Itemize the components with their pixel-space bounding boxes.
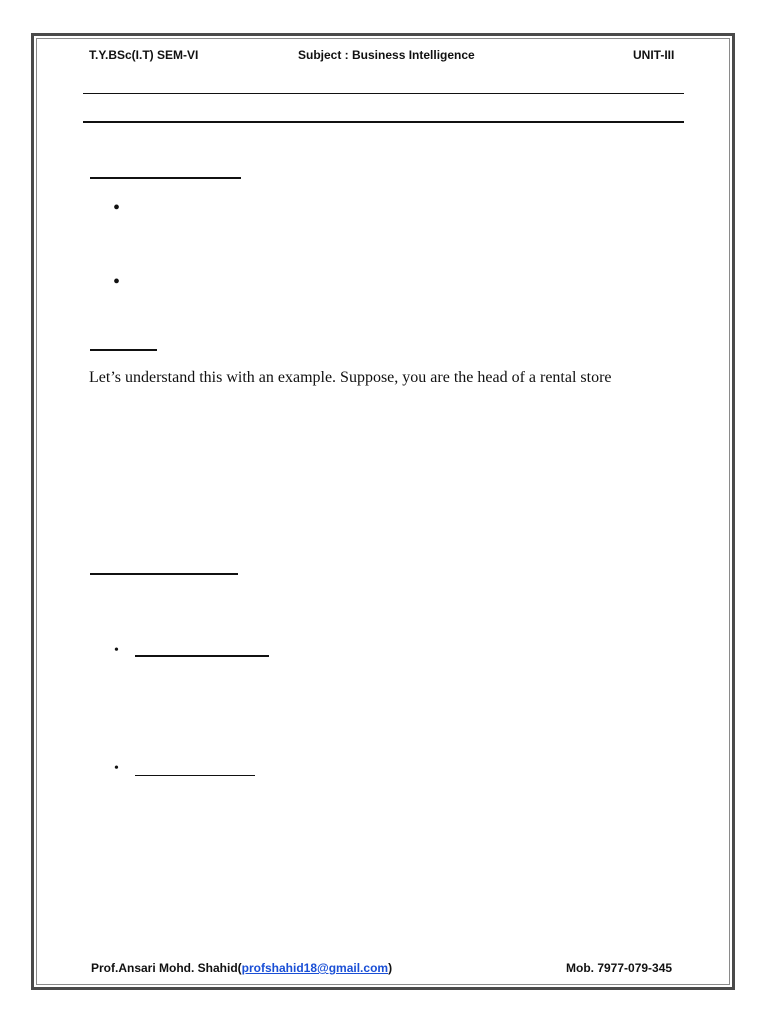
heading-underline-2 bbox=[90, 349, 157, 351]
bullet-1: • bbox=[113, 197, 121, 219]
footer-author-suffix: ) bbox=[388, 961, 393, 975]
header-rule-thin bbox=[83, 93, 684, 94]
footer-author-prefix: Prof.Ansari Mohd. Shahid( bbox=[91, 961, 242, 975]
header-unit: UNIT-III bbox=[633, 48, 675, 62]
footer-mobile: Mob. 7977-079-345 bbox=[566, 961, 673, 975]
header-course: T.Y.BSc(I.T) SEM-VI bbox=[89, 48, 199, 62]
subheading-underline-2 bbox=[135, 775, 255, 776]
bullet-2: • bbox=[113, 271, 121, 293]
bullet-4: • bbox=[114, 761, 119, 776]
body-paragraph: Let’s understand this with an example. Suppose, you are the head of a rental store bbox=[89, 369, 612, 386]
header-subject: Subject : Business Intelligence bbox=[298, 48, 475, 62]
footer-email-link[interactable]: profshahid18@gmail.com bbox=[241, 961, 389, 975]
heading-underline-1 bbox=[90, 177, 241, 179]
footer-author bbox=[91, 961, 392, 975]
heading-underline-3 bbox=[90, 573, 238, 575]
page-border-inner bbox=[36, 38, 730, 985]
subheading-underline-1 bbox=[135, 655, 269, 657]
header-rule-thick bbox=[83, 121, 684, 123]
bullet-3: • bbox=[114, 643, 119, 658]
